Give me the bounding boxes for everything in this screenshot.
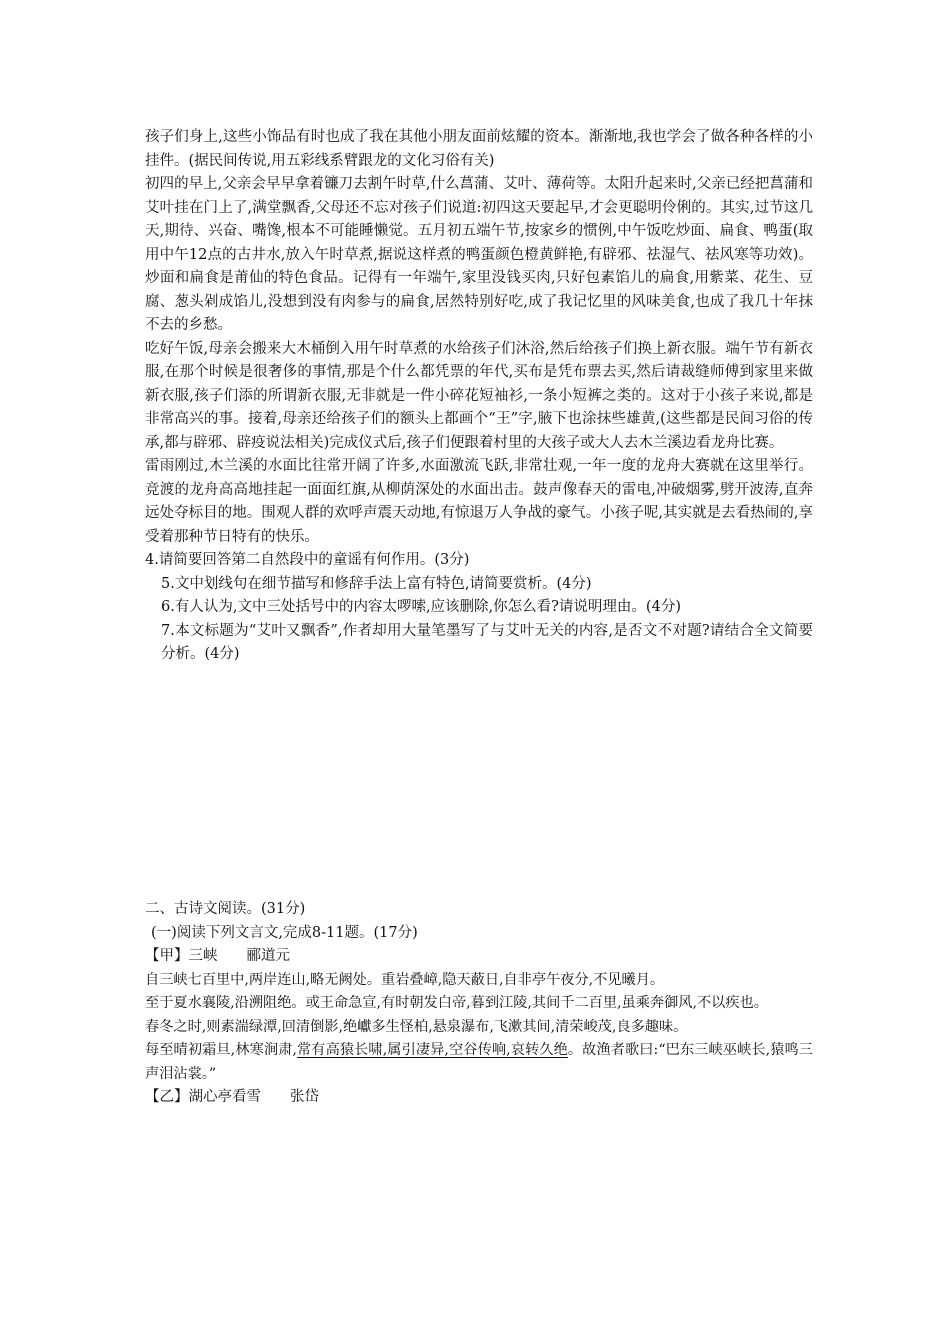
essay-paragraph-1: 孩子们身上,这些小饰品有时也成了我在其他小朋友面前炫耀的资本。渐渐地,我也学会了做各种各样的小挂件。(据民间传说,用五彩线系臂跟龙的文化习俗有关) <box>145 129 813 169</box>
underlined-sentence: 常有高猿长啸,属引凄异,空谷传响,哀转久绝 <box>296 1042 568 1058</box>
passage-jia-paragraph-4 <box>145 1039 813 1086</box>
section-heading: 二、古诗文阅读。(31分) <box>145 901 306 917</box>
passage-jia-title: 【甲】三峡 郦道元 <box>145 948 290 964</box>
passage-yi-title: 【乙】湖心亭看雪 张岱 <box>145 1089 319 1105</box>
question-5: 5.文中划线句在细节描写和修辞手法上富有特色,请简要赏析。(4分) <box>161 575 592 592</box>
section-classical-reading <box>145 898 813 1110</box>
passage-jia-paragraph-3: 春冬之时,则素湍绿潭,回清倒影,绝巘多生怪柏,悬泉瀑布,飞漱其间,清荣峻茂,良多趣味。 <box>145 1018 688 1035</box>
essay-paragraph-4: 雷雨刚过,木兰溪的水面比往常开阔了许多,水面激流飞跃,非常壮观,一年一度的龙舟大赛就在这里举行。竞渡的龙舟高高地挂起一面面红旗,从柳荫深处的水面出击。鼓声像春天的雷电,冲破烟雾,劈开波涛,直奔远处夺标目的地。围观人群的欢呼声震天动地,有惊退万人争战的豪气。小孩子呢,其实就是去看热闹的,享受着那种节日特有的快乐。 <box>145 458 813 545</box>
question-6: 6.有人认为,文中三处括号中的内容太啰嗦,应该删除,你怎么看?请说明理由。(4分) <box>161 599 681 615</box>
question-7: 7.本文标题为“艾叶又飘香”,作者却用大量笔墨写了与艾叶无关的内容,是否文不对题?请结合全文简要分析。(4分) <box>161 622 813 662</box>
question-4: 4.请简要回答第二自然段中的童谣有何作用。(3分) <box>145 552 470 568</box>
essay-paragraph-2: 初四的早上,父亲会早早拿着镰刀去割午时草,什么菖蒲、艾叶、薄荷等。太阳升起来时,父亲已经把菖蒲和艾叶挂在门上了,满堂飘香,父母还不忘对孩子们说道:初四这天要起早,才会更聪明伶俐的。其实,过节这几天,期待、兴奋、嘴馋,根本不可能睡懒觉。五月初五端午节,按家乡的惯例,中午饭吃炒面、扁食、鸭蛋(取用中午12点的古井水,放入午时草煮,据说这样煮的鸭蛋颜色橙黄鲜艳,有辟邪、祛湿气、祛风寒等功效)。炒面和扁食是莆仙的特色食品。记得有一年端午,家里没钱买肉,只好包素馅儿的扁食,用紫菜、花生、豆腐、葱头剁成馅儿,没想到没有肉参与的扁食,居然特别好吃,成了我记忆里的风味美食,也成了我几十年抹不去的乡愁。 <box>145 176 813 333</box>
section-subheading: (一)阅读下列文言文,完成8-11题。(17分) <box>151 924 418 941</box>
passage-jia-paragraph-1: 自三峡七百里中,两岸连山,略无阙处。重岩叠嶂,隐天蔽日,自非亭午夜分,不见曦月。 <box>145 971 665 988</box>
paragraph-4-tail: 。故渔者歌曰:“巴东三峡巫峡长,猿鸣三声泪沾裳。” <box>145 1042 813 1082</box>
paragraph-4-lead: 每至晴初霜旦,林寒涧肃, <box>145 1042 297 1058</box>
essay-body <box>145 126 813 667</box>
essay-paragraph-3: 吃好午饭,母亲会搬来大木桶倒入用午时草煮的水给孩子们沐浴,然后给孩子们换上新衣服。端午节有新衣服,在那个时候是很奢侈的事情,那是个什么都凭票的年代,买布是凭布票去买,然后请裁缝师傅到家里来做新衣服,孩子们添的所谓新衣服,无非就是一件小碎花短袖衫,一条小短裤之类的。这对于小孩子来说,都是非常高兴的事。接着,母亲还给孩子们的额头上都画个“王”字,腋下也涂抹些雄黄,(这些都是民间习俗的传承,都与辟邪、辟疫说法相关)完成仪式后,孩子们便跟着村里的大孩子或大人去木兰溪边看龙舟比赛。 <box>145 340 813 451</box>
passage-jia-paragraph-2: 至于夏水襄陵,沿溯阻绝。或王命急宣,有时朝发白帝,暮到江陵,其间千二百里,虽乘奔御风,不以疾也。 <box>145 995 768 1011</box>
